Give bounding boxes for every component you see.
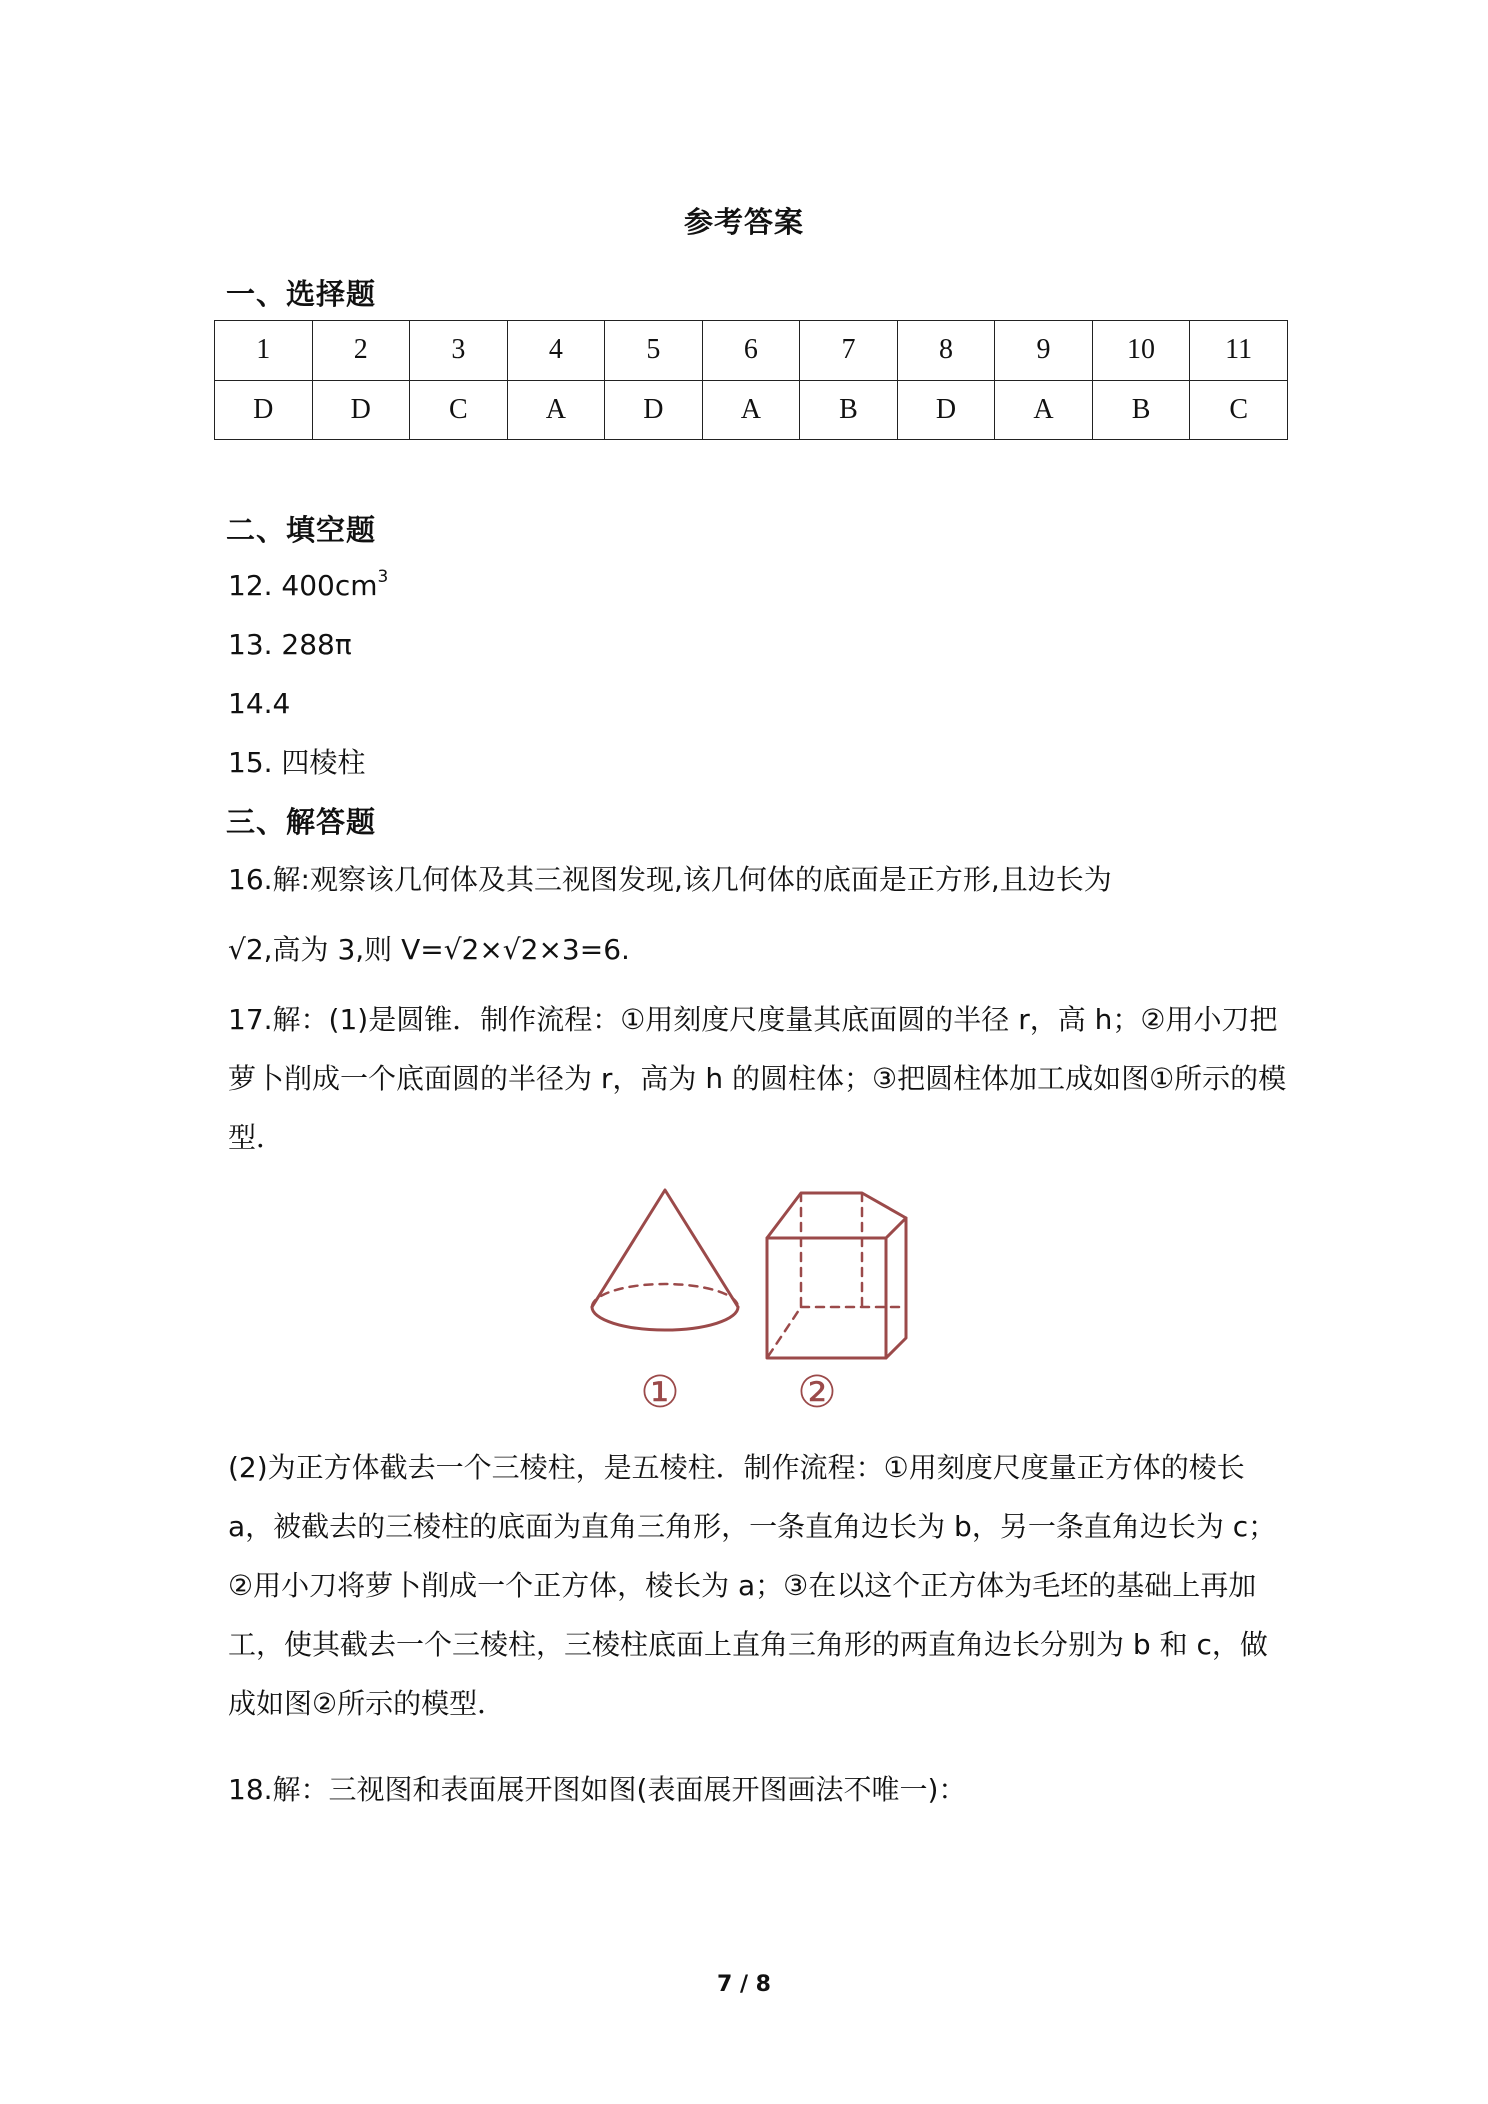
section-heading-fill: 二、填空题	[226, 513, 377, 547]
cone-base-back	[592, 1284, 738, 1307]
answer-q12	[228, 568, 388, 604]
answer-q13: 13. 288π	[228, 628, 352, 661]
section-heading-solution: 三、解答题	[226, 805, 377, 839]
table-cell-answer: D	[605, 380, 703, 440]
answer-q12-text: 12. 400cm	[228, 569, 378, 602]
table-cell-number: 3	[410, 321, 508, 381]
answer-q17-part1: 17.解：(1)是圆锥．制作流程：①用刻度尺度量其底面圆的半径 r，高 h；②用小刀把萝卜削成一个底面圆的半径为 r，高为 h 的圆柱体；③把圆柱体加工成如图①所示的模型．	[228, 1003, 1287, 1154]
table-cell-answer: A	[702, 380, 800, 440]
figure-cone-and-prism	[580, 1175, 920, 1429]
table-cell-number: 9	[995, 321, 1093, 381]
table-cell-answer: A	[995, 380, 1093, 440]
prism-right-edge	[886, 1218, 906, 1358]
table-cell-answer: D	[215, 380, 313, 440]
figure-label-1: ①	[640, 1368, 680, 1417]
table-cell-answer: B	[800, 380, 898, 440]
table-cell-number: 1	[215, 321, 313, 381]
section-heading-choice: 一、选择题	[226, 277, 377, 311]
answer-q16-line1: 16.解:观察该几何体及其三视图发现,该几何体的底面是正方形,且边长为	[228, 863, 1112, 896]
table-cell-answer: D	[897, 380, 995, 440]
answer-q18: 18.解：三视图和表面展开图如图(表面展开图画法不唯一)：	[228, 1773, 967, 1806]
table-cell-number: 5	[605, 321, 703, 381]
answer-q17-part2: (2)为正方体截去一个三棱柱，是五棱柱．制作流程：①用刻度尺度量正方体的棱长 a，被截去的三棱柱的底面为直角三角形，一条直角边长为 b，另一条直角边长为 c；②用小刀将萝卜削成一个正方体，棱长为 a；③在以这个正方体为毛坯的基础上再加工，使其截去一个三棱柱，三棱柱底面上直角三角形的两直角边长分别为 b 和 c，做成如图②所示的模型．	[228, 1451, 1277, 1720]
cone-outline	[592, 1190, 738, 1307]
table-cell-number: 2	[312, 321, 410, 381]
figure-label-2: ②	[797, 1368, 837, 1417]
table-cell-answer: C	[1190, 380, 1288, 440]
answer-q16-line2: √2,高为 3,则 V=√2×√2×3=6.	[228, 933, 630, 966]
table-cell-number: 7	[800, 321, 898, 381]
table-cell-answer: A	[507, 380, 605, 440]
table-cell-number: 11	[1190, 321, 1288, 381]
figure-svg	[580, 1175, 920, 1425]
page-title: 参考答案	[683, 205, 804, 239]
table-cell-number: 4	[507, 321, 605, 381]
prism-front-face	[767, 1238, 886, 1358]
table-cell-answer: C	[410, 380, 508, 440]
table-cell-answer: B	[1092, 380, 1190, 440]
table-cell-number: 8	[897, 321, 995, 381]
table-cell-answer: D	[312, 380, 410, 440]
prism-top-face	[767, 1193, 906, 1238]
table-cell-number: 6	[702, 321, 800, 381]
cone-base-front	[592, 1307, 738, 1330]
table-row-answers	[215, 380, 1288, 440]
table-cell-number: 10	[1092, 321, 1190, 381]
answer-table	[214, 320, 1288, 440]
page-number: 7 / 8	[717, 1972, 771, 1997]
answer-q15: 15. 四棱柱	[228, 746, 366, 779]
table-row-numbers	[215, 321, 1288, 381]
answer-q14: 14.4	[228, 687, 291, 720]
answer-q12-exponent: 3	[377, 567, 389, 587]
